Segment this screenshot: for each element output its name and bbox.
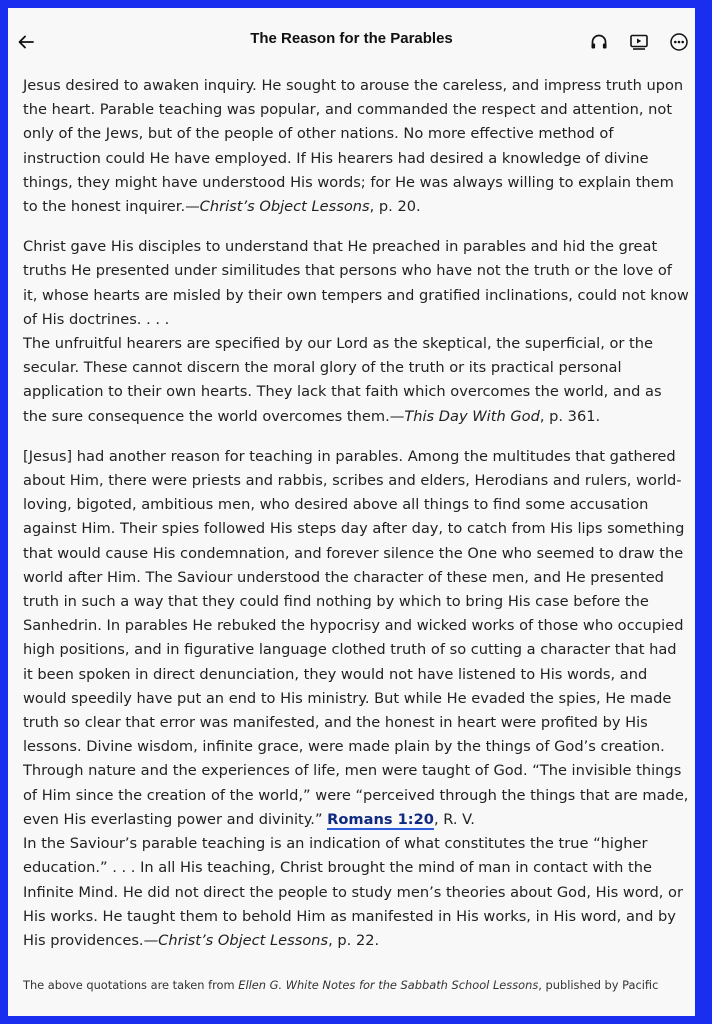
quote-text: Jesus desired to awaken inquiry. He sought to arouse the careless, and impress truth upon the heart. Parable teaching was popular, and commanded the respect and attention, not only of the Jews, but of the people of other nations. No more effective method of instruction could He have employed. If His hearers had desired a knowledge of divine things, they might have understood His words; for He was always willing to explain them to the honest inquirer.— — [23, 77, 684, 216]
page-title: The Reason for the Parables — [250, 29, 453, 47]
article-body — [23, 74, 690, 969]
quote-text: [Jesus] had another reason for teaching in parables. Among the multitudes that gathered about Him, there were priests and rabbis, scribes and elders, Herodians and rulers, world-loving, bigoted, ambitious men, who desired above all things to find some accusation against Him. Their spies followed His steps day after day, to catch from His lips something that would cause His condemnation, and forever silence the One who seemed to draw the world after Him. The Saviour understood the character of these men, and He presented truth in such a way that they could find nothing by which to bring His case before the Sanhedrin. In parables He rebuked the hypocrisy and wicked works of those who occupied high positions, and in figurative language clothed truth of so cutting a character that had it been spoken in direct denunciation, they would not have listened to His words, and would speedily have put an end to His ministry. But while He evaded the spies, He made truth so clear that error was manifested, and the honest in heart were profited by His lessons. Divine wisdom, infinite grace, were made plain by the things of God’s creation. Through nature and the experiences of life, men were taught of God. “The invisible things of Him since the creation of the world,” were “perceived through the things that are made, even His everlasting power and divinity.” — [23, 447, 689, 828]
paragraph-text — [23, 445, 690, 832]
more-horizontal-icon — [669, 32, 689, 52]
source-page: , p. 20. — [369, 198, 421, 216]
listen-button[interactable] — [585, 28, 613, 56]
scripture-reference-link[interactable]: Romans 1:20 — [327, 810, 434, 828]
source-title: Christ’s Object Lessons — [158, 931, 329, 949]
paragraph-text — [23, 332, 690, 429]
source-title: Christ’s Object Lessons — [199, 198, 370, 216]
paragraph-text — [23, 832, 690, 953]
book-title: Ellen G. White Notes for the Sabbath School Lessons — [238, 978, 539, 992]
version-note: , R. V. — [433, 810, 475, 828]
quote-text: The unfruitful hearers are specified by our Lord as the skeptical, the superficial, or the secular. These cannot discern the moral glory of the truth or its practical personal application to their own hearts. They lack that faith which overcomes the world, and as the sure consequence the world overcomes them.— — [23, 335, 662, 425]
source-title: This Day With God — [404, 407, 540, 425]
arrow-left-icon — [17, 33, 35, 51]
paragraph-text: Christ gave His disciples to understand that He preached in parables and hid the great truths He presented under similitudes that persons who have not the truth or the love of it, whose hearts are misled by their own tempers and gratified inclinations, could not know of His doctrines. . . . — [23, 238, 689, 328]
source-page: , p. 361. — [539, 407, 601, 425]
play-video-button[interactable] — [625, 28, 653, 56]
paragraph-text — [23, 74, 690, 219]
attribution-note — [23, 978, 690, 992]
attribution-text: The above quotations are taken from — [23, 978, 239, 992]
back-button[interactable] — [12, 28, 40, 56]
paragraph-3 — [23, 445, 690, 953]
top-bar — [8, 8, 695, 64]
paragraph-2 — [23, 235, 690, 429]
source-page: , p. 22. — [328, 931, 380, 949]
play-video-icon — [629, 32, 649, 52]
headphones-icon — [589, 32, 609, 52]
quote-text: In the Saviour’s parable teaching is an indication of what constitutes the true “higher education.” . . . In all His teaching, Christ brought the mind of man in contact with the Infinite Mind. He did not direct the people to study men’s theories about God, His word, or His works. He taught them to behold Him as manifested in His works, in His word, and by His providences.— — [23, 835, 683, 949]
reader-window — [8, 8, 695, 1016]
more-options-button[interactable] — [665, 28, 693, 56]
paragraph-1 — [23, 74, 690, 219]
attribution-text: , published by Pacific — [538, 978, 659, 992]
